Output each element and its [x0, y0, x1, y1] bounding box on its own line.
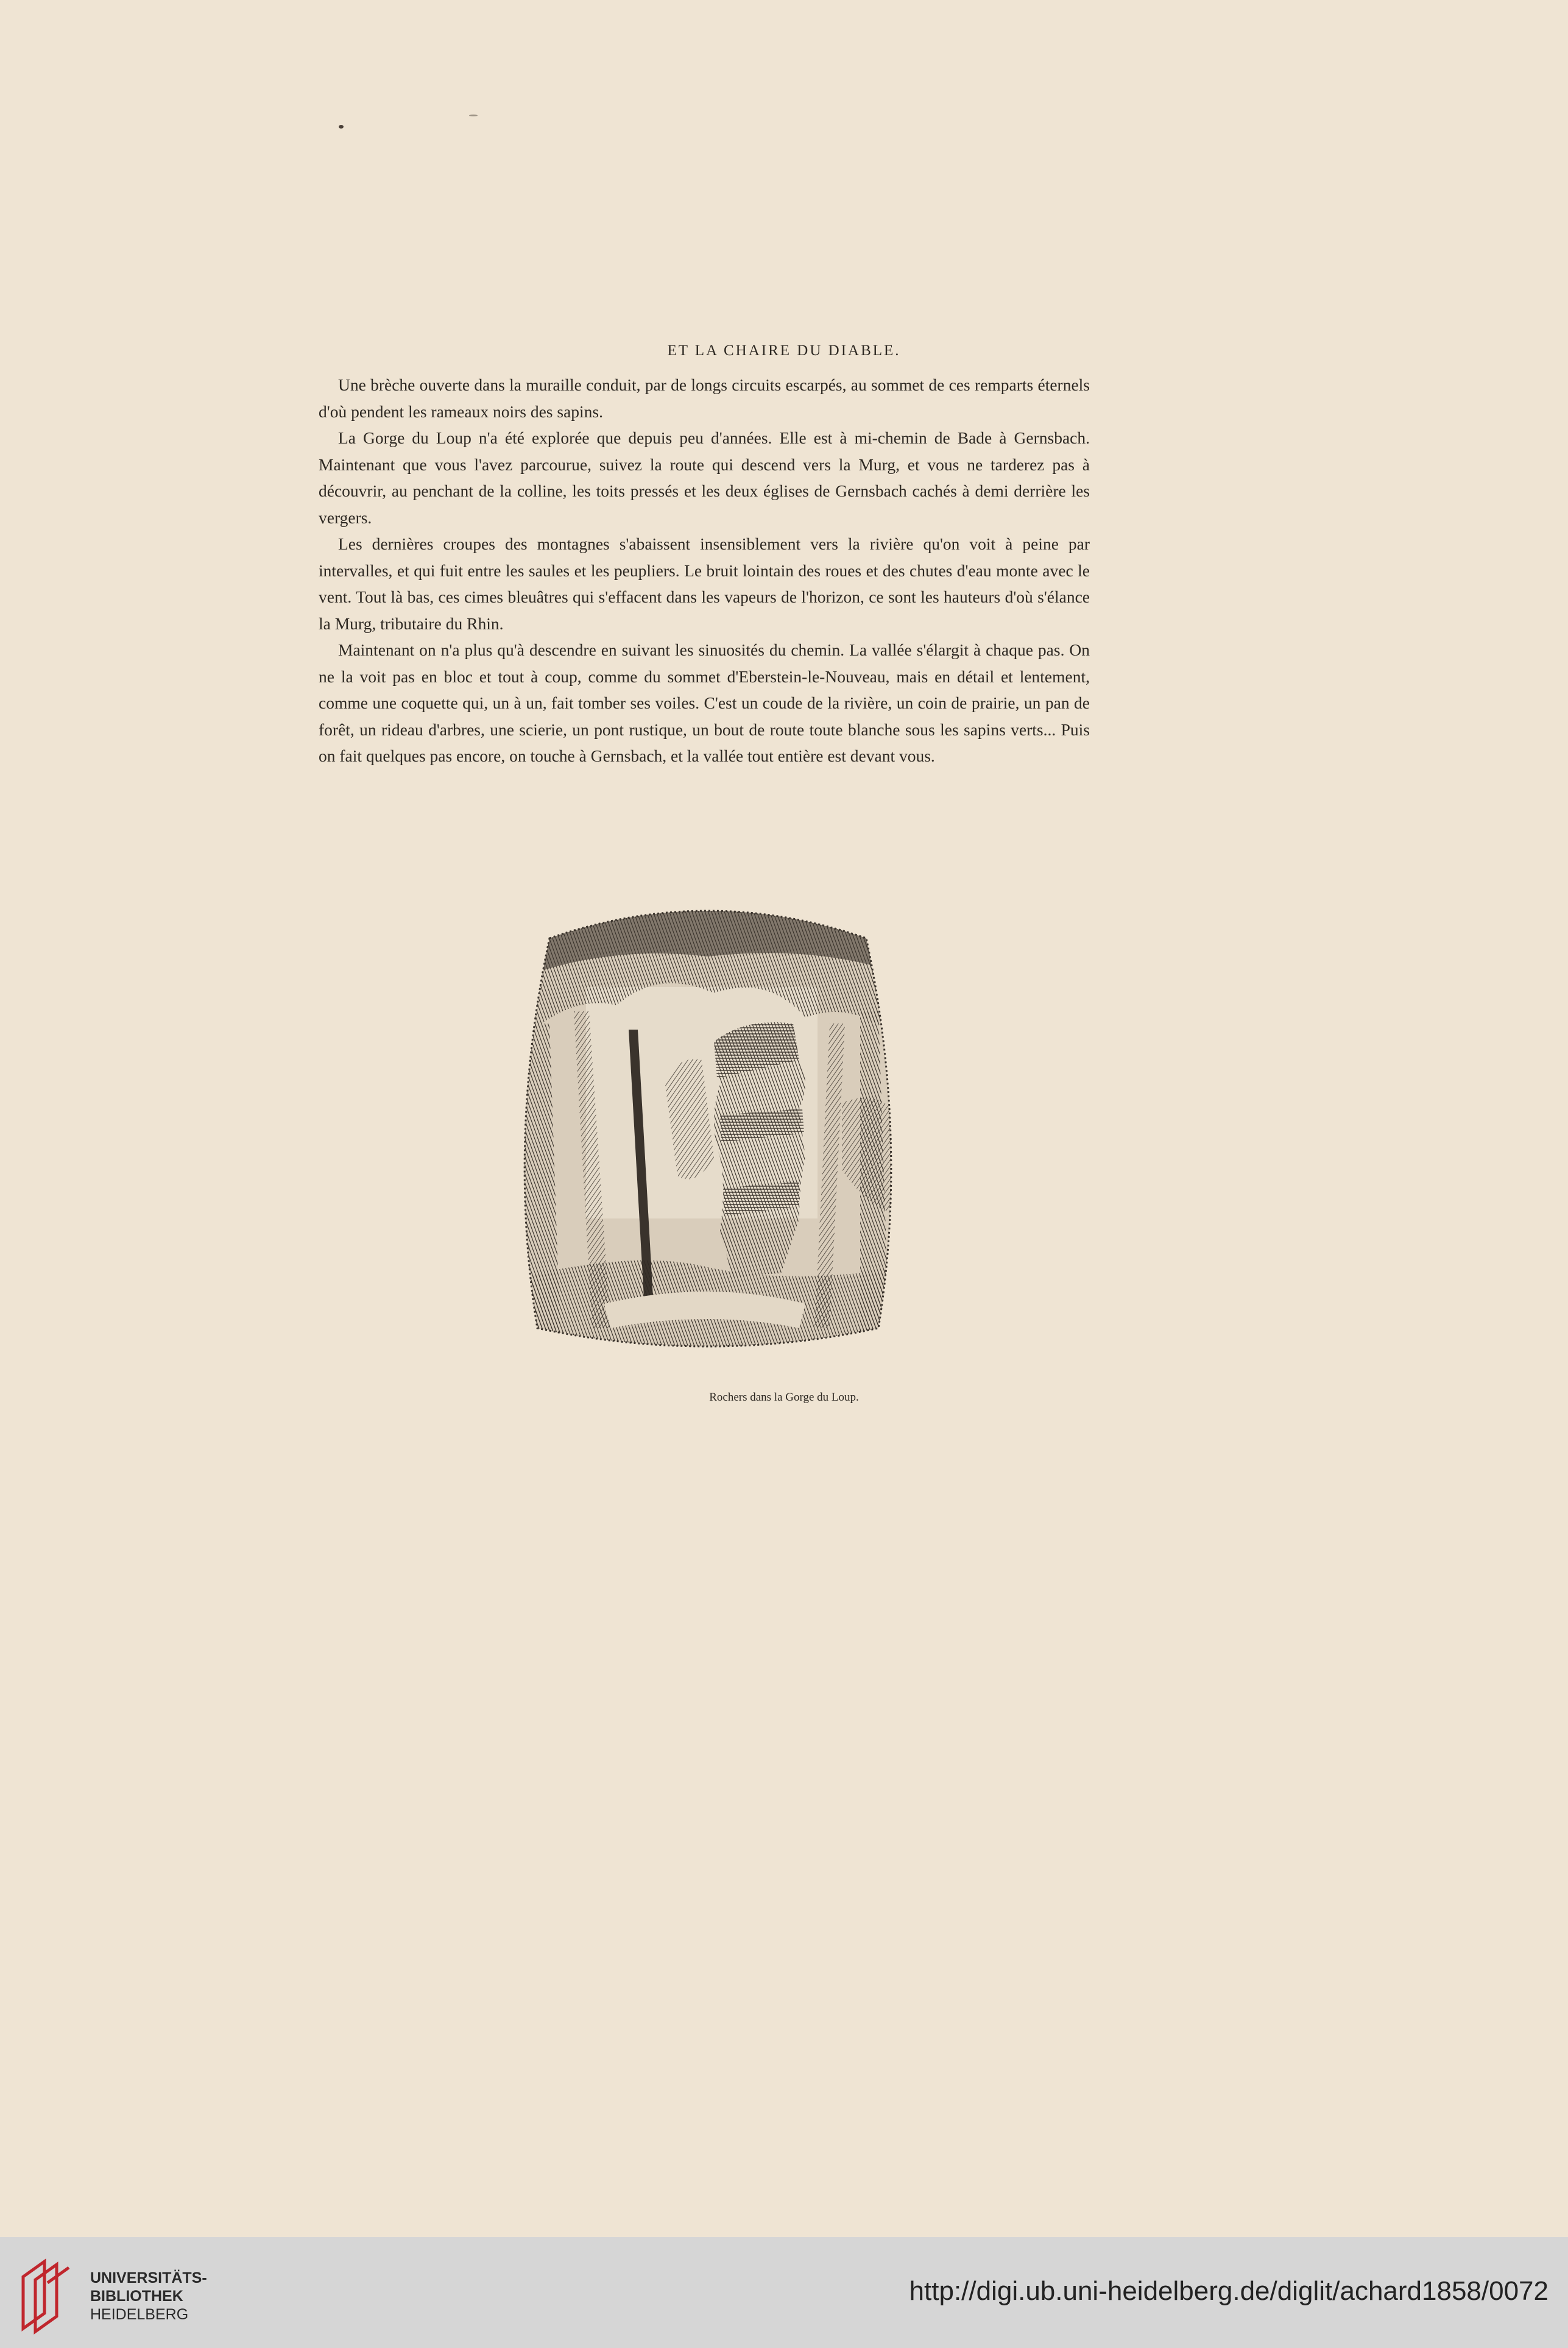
library-name-line: HEIDELBERG: [90, 2306, 189, 2323]
figure-caption: Rochers dans la Gorge du Loup.: [709, 1391, 859, 1404]
running-head: ET LA CHAIRE DU DIABLE.: [667, 342, 901, 359]
library-name-line: BIBLIOTHEK: [90, 2288, 183, 2305]
permalink-url[interactable]: http://digi.ub.uni-heidelberg.de/diglit/achard1858/0072: [909, 2276, 1549, 2306]
library-name-line: UNIVERSITÄTS-: [90, 2269, 207, 2286]
page-speck: [469, 115, 478, 116]
library-logo-icon: [17, 2255, 78, 2335]
paragraph: Les dernières croupes des montagnes s'abaissent insensiblement vers la rivière qu'on voit à peine par intervalles, et qui fuit entre les saules et les peupliers. Le bruit lointain des roues et des chutes d'eau monte avec le vent. Tout là bas, ces cimes bleuâtres qui s'effacent dans les vapeurs de l'horizon, ce sont les hauteurs d'où s'élance la Murg, tributaire du Rhin.: [319, 534, 1090, 633]
library-name: [90, 2269, 207, 2324]
page-speck: [339, 125, 344, 129]
viewer-footer: [0, 2237, 1568, 2348]
engraving-rocks-illustration: [513, 902, 903, 1377]
paragraph: Maintenant on n'a plus qu'à descendre en suivant les sinuosités du chemin. La vallée s'élargit à chaque pas. On ne la voit pas en bloc et tout à coup, comme du sommet d'Eberstein-le-Nouveau, mais en détail et lentement, comme une coquette qui, un à un, fait tomber ses voiles. C'est un coude de la rivière, un coin de prairie, un pan de forêt, un rideau d'arbres, une scierie, un pont rustique, un bout de route toute blanche sous les sapins verts... Puis on fait quelques pas encore, on touche à Gernsbach, et la vallée tout entière est devant vous.: [319, 640, 1090, 765]
body-text: [319, 372, 1090, 769]
paragraph: Une brèche ouverte dans la muraille conduit, par de longs circuits escarpés, au sommet de ces remparts éternels d'où pendent les rameaux noirs des sapins.: [319, 375, 1090, 421]
paragraph: La Gorge du Loup n'a été explorée que depuis peu d'années. Elle est à mi-chemin de Bade à Gernsbach. Maintenant que vous l'avez parcourue, suivez la route qui descend vers la Murg, et vous ne tarderez pas à découvrir, au penchant de la colline, les toits pressés et les deux églises de Gernsbach cachés à demi derrière les vergers.: [319, 428, 1090, 527]
